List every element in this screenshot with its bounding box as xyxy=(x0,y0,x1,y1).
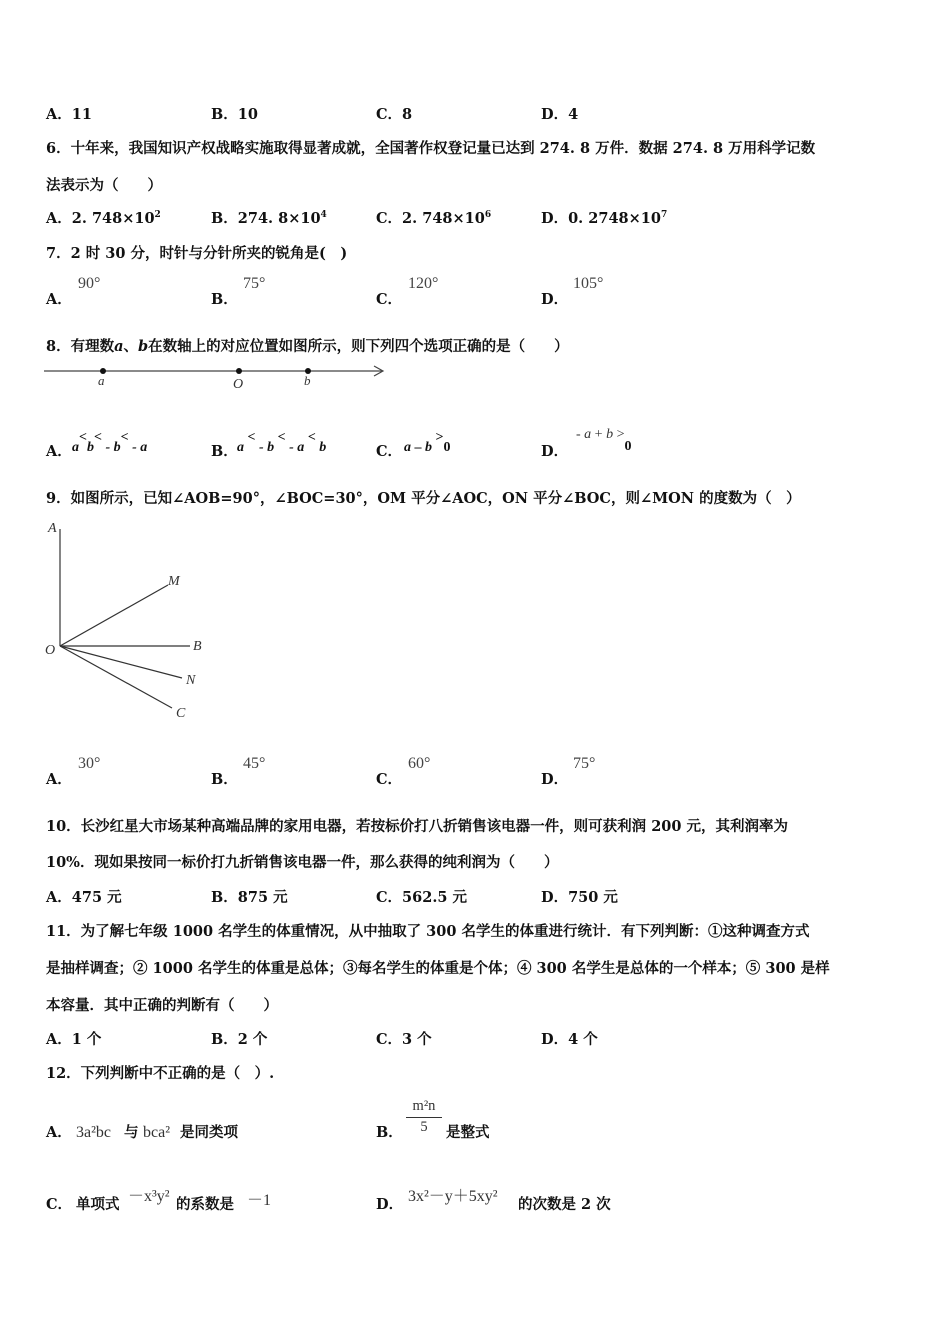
q9-option-d[interactable]: D． xyxy=(541,771,569,788)
point-o xyxy=(236,368,242,374)
q11-stem-line2: 是抽样调查；② 1000 名学生的体重是总体；③每名学生的体重是个体；④ 300 名学生是总体的一个样本；⑤ 300 是样 xyxy=(46,960,830,977)
q7-stem: 7．2 时 30 分，时针与分针所夹的锐角是( ) xyxy=(46,245,348,262)
q10-option-d[interactable]: D．750 元 xyxy=(541,889,618,906)
q9-option-a-value: 30° xyxy=(78,755,101,772)
label-B: B xyxy=(193,639,202,654)
q12-option-a-tail: 是同类项 xyxy=(180,1124,238,1141)
q8-option-a[interactable]: A． xyxy=(46,443,72,460)
q12-option-a[interactable]: A． xyxy=(46,1124,72,1141)
q12-option-c-value: －1 xyxy=(247,1192,272,1209)
q12-option-b-tail: 是整式 xyxy=(446,1124,490,1141)
q8-option-b-expr: a < - b < - a < b xyxy=(237,430,327,455)
q7-option-a-value: 90° xyxy=(78,275,101,292)
q7-option-c[interactable]: C． xyxy=(376,291,403,308)
q8-number-line xyxy=(40,360,390,392)
fraction-numerator: m²n xyxy=(406,1098,442,1118)
q7-option-a[interactable]: A． xyxy=(46,291,72,308)
q5-option-d[interactable]: D．4 xyxy=(541,106,579,123)
q11-option-c[interactable]: C．3 个 xyxy=(376,1031,432,1048)
ray-oc xyxy=(60,646,172,708)
q5-option-b[interactable]: B．10 xyxy=(211,106,258,123)
label-A: A xyxy=(48,521,57,536)
q12-option-d[interactable]: D． xyxy=(376,1196,404,1213)
q8-option-a-expr: a<b< - b< - a xyxy=(72,430,148,455)
q5-option-a[interactable]: A．11 xyxy=(46,106,92,123)
q8-option-d-expr: - a + b >0 xyxy=(576,427,632,454)
q9-stem: 9．如图所示，已知∠AOB=90°，∠BOC=30°，OM 平分∠AOC，ON 平分∠BOC，则∠MON 的度数为（ ） xyxy=(46,490,801,507)
q7-option-b[interactable]: B． xyxy=(211,291,238,308)
q11-option-a[interactable]: A．1 个 xyxy=(46,1031,102,1048)
q6-stem-line2: 法表示为（ ） xyxy=(46,177,162,194)
fraction-denominator: 5 xyxy=(420,1119,428,1135)
q7-option-c-value: 120° xyxy=(408,275,439,292)
q9-option-b-value: 45° xyxy=(243,755,266,772)
q10-option-c[interactable]: C．562.5 元 xyxy=(376,889,467,906)
label-C: C xyxy=(176,706,186,721)
ray-on xyxy=(60,646,182,678)
label-b: b xyxy=(304,373,311,388)
q8-option-c-expr: a – b >0 xyxy=(404,430,451,455)
q12-option-a-expr2: bca² xyxy=(143,1124,170,1141)
q12-option-c[interactable]: C． xyxy=(46,1196,73,1213)
q9-option-d-value: 75° xyxy=(573,755,596,772)
q6-option-d[interactable]: D．0. $2748\times 10^7$ xyxy=(541,210,668,227)
q12-option-b[interactable]: B． xyxy=(376,1124,403,1141)
q12-option-a-mid: 与 xyxy=(124,1124,139,1141)
q9-figure xyxy=(40,515,220,730)
q6-stem-line1: 6．十年来，我国知识产权战略实施取得显著成就，全国著作权登记量已达到 274. 8 万件．数据 274. 8 万用科学记数 xyxy=(46,140,816,157)
q9-option-c[interactable]: C． xyxy=(376,771,403,788)
q11-option-b[interactable]: B．2 个 xyxy=(211,1031,268,1048)
q11-stem-line3: 本容量．其中正确的判断有（ ） xyxy=(46,997,278,1014)
q12-option-c-expr: －x³y² xyxy=(128,1188,170,1205)
q8-option-d[interactable]: D． xyxy=(541,443,569,460)
q12-option-a-expr1: 3a²bc xyxy=(76,1124,111,1141)
q8-stem: 8．有理数a、b在数轴上的对应位置如图所示，则下列四个选项正确的是（ ） xyxy=(46,338,569,355)
q7-option-d-value: 105° xyxy=(573,275,604,292)
q12-option-c-head: 单项式 xyxy=(76,1196,120,1213)
ray-om xyxy=(60,585,168,646)
q12-stem: 12．下列判断中不正确的是（ ）. xyxy=(46,1065,275,1082)
q5-option-c[interactable]: C．8 xyxy=(376,106,413,123)
label-N: N xyxy=(186,673,196,688)
q7-option-b-value: 75° xyxy=(243,275,266,292)
q6-option-a[interactable]: A．2. $748\times 10^2$ xyxy=(46,210,161,227)
q6-option-c[interactable]: C．2. $748\times 10^6$ xyxy=(376,210,492,227)
q11-option-d[interactable]: D．4 个 xyxy=(541,1031,598,1048)
q10-stem-line2: 10%．现如果按同一标价打九折销售该电器一件，那么获得的纯利润为（ ） xyxy=(46,854,559,871)
q12-option-b-fraction xyxy=(406,1098,442,1136)
q12-option-c-mid: 的系数是 xyxy=(176,1196,234,1213)
q9-option-b[interactable]: B． xyxy=(211,771,238,788)
q11-stem-line1: 11．为了解七年级 1000 名学生的体重情况，从中抽取了 300 名学生的体重进行统计．有下列判断：①这种调查方式 xyxy=(46,923,810,940)
q12-option-d-tail: 的次数是 2 次 xyxy=(518,1196,611,1213)
q6-option-b[interactable]: B．274. $8\times 10^4$ xyxy=(211,210,327,227)
q8-option-c[interactable]: C． xyxy=(376,443,403,460)
q9-option-c-value: 60° xyxy=(408,755,431,772)
q9-option-a[interactable]: A． xyxy=(46,771,72,788)
label-o: O xyxy=(233,377,244,392)
q10-stem-line1: 10．长沙红星大市场某种高端品牌的家用电器，若按标价打八折销售该电器一件，则可获利润 200 元，其利润率为 xyxy=(46,818,789,835)
label-a: a xyxy=(98,373,105,388)
q8-option-b[interactable]: B． xyxy=(211,443,238,460)
q10-option-a[interactable]: A．475 元 xyxy=(46,889,122,906)
q10-option-b[interactable]: B．875 元 xyxy=(211,889,288,906)
label-O: O xyxy=(45,643,56,658)
q7-option-d[interactable]: D． xyxy=(541,291,569,308)
label-M: M xyxy=(168,574,180,589)
q12-option-d-expr: 3x²－y＋5xy² xyxy=(408,1188,498,1205)
